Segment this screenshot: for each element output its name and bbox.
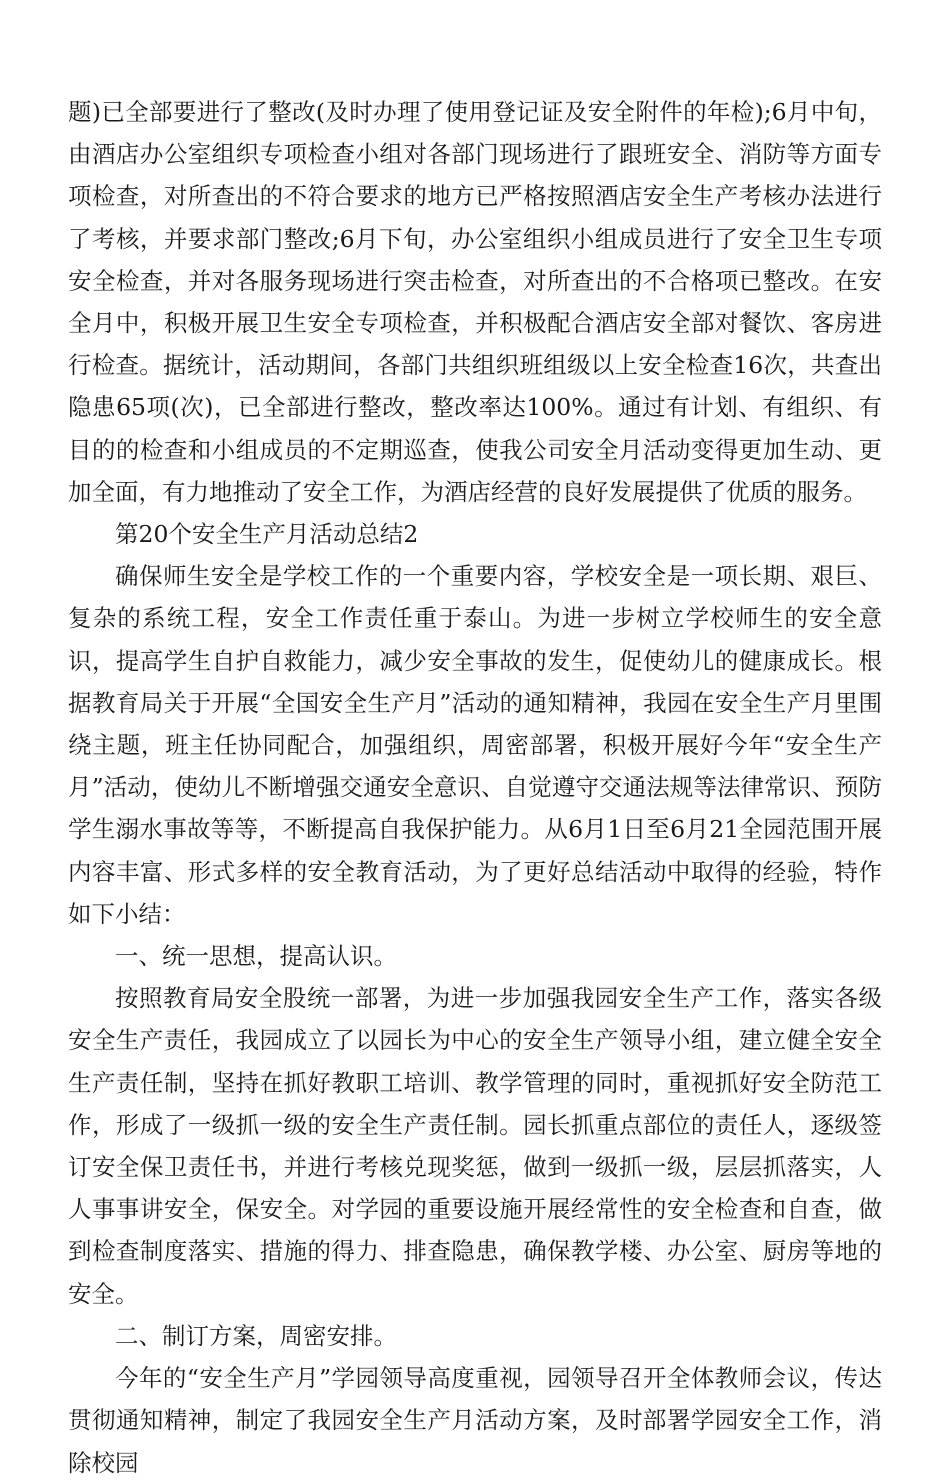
- paragraph-hotel-inspection-summary: 题)已全部要进行了整改(及时办理了使用登记证及安全附件的年检);6月中旬，由酒店办公室组织专项检查小组对各部门现场进行了跟班安全、消防等方面专项检查，对所查出的不符合要求的地方已严格按照酒店安全生产考核办法进行了考核，并要求部门整改;6月下旬，办公室组织小组成员进行了安全卫生专项安全检查，并对各服务现场进行突击检查，对所查出的不合格项已整改。在安全月中，积极开展卫生安全专项检查，并积极配合酒店安全部对餐饮、客房进行检查。据统计，活动期间，各部门共组织班组级以上安全检查16次，共查出隐患65项(次)，已全部进行整改，整改率达100%。通过有计划、有组织、有目的的检查和小组成员的不定期巡查，使我公司安全月活动变得更加生动、更加全面，有力地推动了安全工作，为酒店经营的良好发展提供了优质的服务。: [68, 98, 882, 506]
- paragraph-school-safety-intro: 确保师生安全是学校工作的一个重要内容，学校安全是一项长期、艰巨、复杂的系统工程，安全工作责任重于泰山。为进一步树立学校师生的安全意识，提高学生自护自救能力，减少安全事故的发生，促使幼儿的健康成长。根据教育局关于开展“全国安全生产月”活动的通知精神，我园在安全生产月里围绕主题，班主任协同配合，加强组织，周密部署，积极开展好今年“安全生产月”活动，使幼儿不断增强交通安全意识、自觉遵守交通法规等法律常识、预防学生溺水事故等等，不断提高自我保护能力。从6月1日至6月21全园范围开展内容丰富、形式多样的安全教育活动，为了更好总结活动中取得的经验，特作如下小结：: [68, 562, 882, 928]
- paragraph-plan-details: 今年的“安全生产月”学园领导高度重视，园领导召开全体教师会议，传达贯彻通知精神，制定了我园安全生产月活动方案，及时部署学园安全工作，消除校园: [68, 1364, 882, 1477]
- heading-formulate-plan: 二、制订方案，周密安排。: [115, 1321, 397, 1350]
- paragraph-responsibility-system: 按照教育局安全股统一部署，为进一步加强我园安全生产工作，落实各级安全生产责任，我园成立了以园长为中心的安全生产领导小组，建立健全安全生产责任制，坚持在抓好教职工培训、教学管理的同时，重视抓好安全防范工作，形成了一级抓一级的安全生产责任制。园长抓重点部位的责任人，逐级签订安全保卫责任书，并进行考核兑现奖惩，做到一级抓一级，层层抓落实，人人事事讲安全，保安全。对学园的重要设施开展经常性的安全检查和自查，做到检查制度落实、措施的得力、排查隐患，确保教学楼、办公室、厨房等地的安全。: [68, 984, 882, 1308]
- document-body: [68, 91, 882, 1484]
- section-heading-summary-2: 第20个安全生产月活动总结2: [115, 520, 419, 549]
- heading-unify-thinking: 一、统一思想，提高认识。: [115, 942, 397, 971]
